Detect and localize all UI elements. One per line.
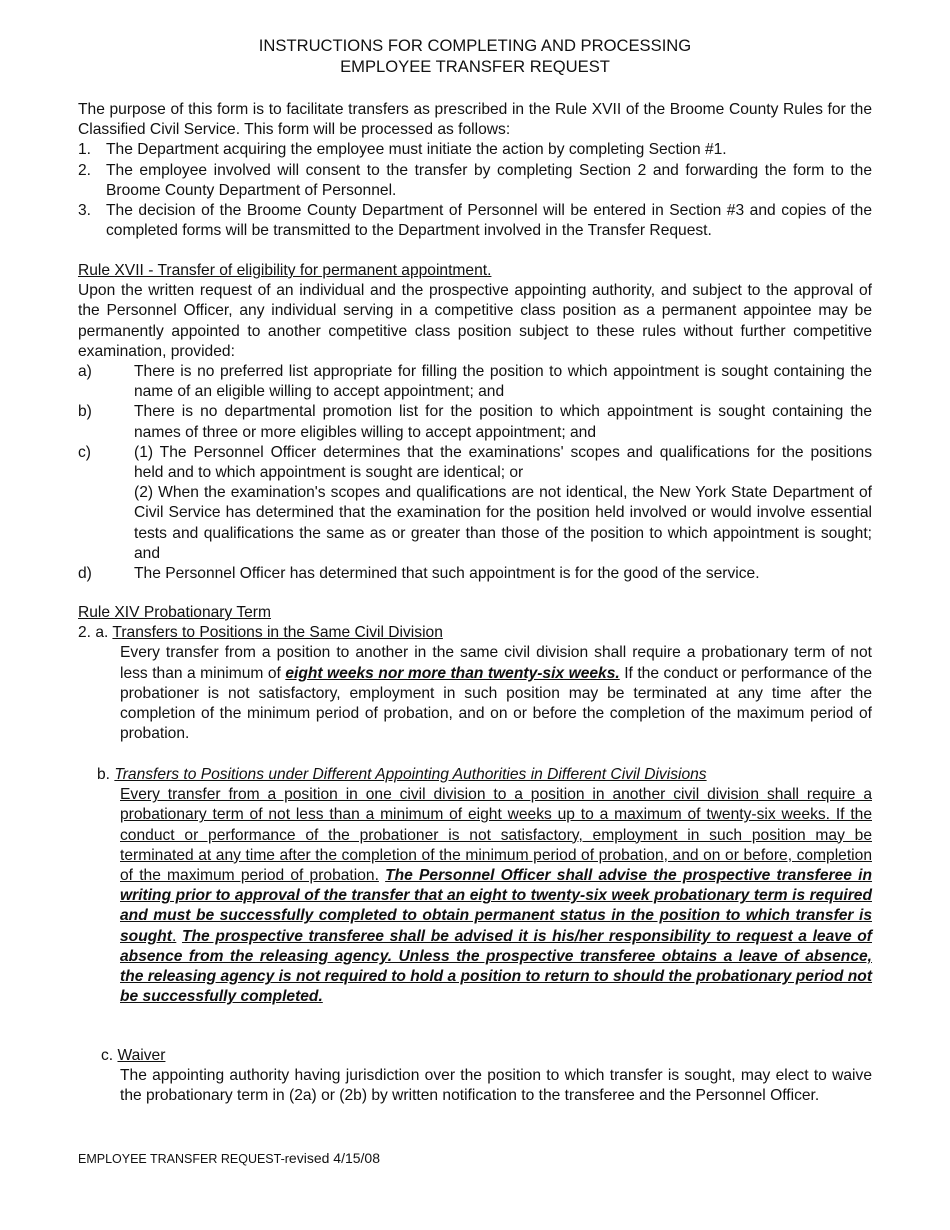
- step-1-number: 1.: [78, 141, 92, 159]
- subsection-2c-title: Waiver: [117, 1047, 166, 1064]
- rule-17-body: Upon the written request of an individual and the prospective appointing authority, and subject to the approval of the Personnel Officer, any individual serving in a competitive class position as a permanent appointee may be permanently appointed to another competitive class position subject to these rules without further competitive examination, provided:: [78, 282, 872, 360]
- subsection-2a-heading: [78, 623, 872, 643]
- step-3: [78, 201, 872, 241]
- subsection-2a-label: 2. a.: [78, 624, 109, 642]
- step-3-number: 3.: [78, 202, 92, 220]
- title-line-1: INSTRUCTIONS FOR COMPLETING AND PROCESSING: [258, 36, 692, 55]
- rule-17-heading: Rule XVII - Transfer of eligibility for permanent appointment.: [78, 262, 492, 279]
- subsection-2a-text-1: Every transfer from a position to another in the same civil division shall require a probationary term of not less than a minimum of: [120, 644, 872, 682]
- intro-section: [78, 100, 872, 241]
- title-line-2: EMPLOYEE TRANSFER REQUEST: [340, 56, 610, 76]
- subsection-2a-text-2: If the conduct or performance of the probationer is not satisfactory, employment in such position may be terminated at any time after the completion of the minimum period of probation, and on or before the completion of the maximum period of probation.: [120, 664, 873, 743]
- step-1-text: The Department acquiring the employee must initiate the action by completing Section #1.: [106, 141, 727, 159]
- subsection-2b-text: Every transfer from a position in one civil division to a position in another civil division shall require a probationary term of not less than a minimum of eight weeks up to a maximum of twenty-six weeks. If the conduct or performance of the probationer is not satisfactory, employment in such position may be terminated at any time after the completion of the minimum period of probation, and on or before, completion of the maximum period of probation.: [120, 786, 872, 885]
- item-a-label: a): [78, 363, 92, 381]
- document-title: [0, 36, 950, 77]
- subsection-2b-heading: [78, 765, 872, 785]
- intro-paragraph: The purpose of this form is to facilitate transfers as prescribed in the Rule XVII of the Broome County Rules for the Classified Civil Service. This form will be processed as follows:: [78, 101, 872, 139]
- footer: [78, 1148, 380, 1169]
- subsection-2b-emphasis-1: The Personnel Officer shall advise the prospective transferee in writing prior to approval of the transfer that an eight to twenty-six week probationary term is required and must be successfully completed to obtain permanent status in the position to which transfer is sought: [120, 867, 873, 945]
- item-b-label: b): [78, 403, 92, 421]
- rule-17-item-b: [78, 402, 872, 442]
- subsection-2a-emphasis: eight weeks nor more than twenty-six weeks.: [285, 664, 620, 682]
- step-3-text: The decision of the Broome County Department of Personnel will be entered in Section #3 and copies of the completed forms will be transmitted to the Department involved in the Transfer Request.: [106, 202, 872, 240]
- item-b-text: There is no departmental promotion list for the position to which appointment is sought containing the names of three or more eligibles willing to accept appointment; and: [134, 403, 872, 441]
- step-2: [78, 161, 872, 201]
- item-c1-text: (1) The Personnel Officer determines that the examinations' scopes and qualifications for the positions held and to which appointment is sought are identical; or: [134, 443, 872, 482]
- item-d-text: The Personnel Officer has determined that such appointment is for the good of the service.: [134, 565, 760, 583]
- subsection-2b-period: .: [171, 927, 177, 945]
- rule-17-item-d: [78, 564, 872, 584]
- subsection-2b-label: b.: [97, 766, 111, 783]
- step-2-number: 2.: [78, 161, 92, 179]
- subsection-2b-body: [78, 785, 872, 1007]
- rule-17-item-a: [78, 362, 872, 402]
- item-d-label: d): [78, 565, 92, 583]
- item-c2-text: (2) When the examination's scopes and qualifications are not identical, the New York State Department of Civil Service has determined that the examination for the position held involved or would involve essential tests and qualifications the same as or greater than those of the position to which appointment is sought; and: [134, 484, 872, 562]
- step-2-text: The employee involved will consent to the transfer by completing Section 2 and forwarding the form to the Broome County Department of Personnel.: [106, 161, 872, 199]
- subsection-2c: [78, 1046, 872, 1107]
- subsection-2c-heading: [78, 1046, 872, 1066]
- footer-version: evised 4/15/08: [288, 1150, 380, 1166]
- footer-form-name: EMPLOYEE TRANSFER REQUEST-r: [78, 1152, 289, 1166]
- rule-14-heading: Rule XIV Probationary Term: [78, 604, 271, 621]
- item-a-text: There is no preferred list appropriate for filling the position to which appointment is sought containing the name of an eligible willing to accept appointment; and: [134, 363, 872, 401]
- rule-17-item-c1: [78, 443, 872, 483]
- rule-17-item-c2: [78, 483, 872, 564]
- rule-14-section: [78, 603, 872, 744]
- subsection-2c-body: The appointing authority having jurisdiction over the position to which transfer is sought, may elect to waive the probationary term in (2a) or (2b) by written notification to the transferee and the Personnel Officer.: [120, 1067, 872, 1105]
- rule-17-section: [78, 261, 872, 584]
- subsection-2b-emphasis-2: The prospective transferee shall be advised it is his/her responsibility to request a leave of absence from the releasing agency. Unless the prospective transferee obtains a leave of absence, the releasing agency is not required to hold a position to return to should the probationary period not be successfully completed.: [120, 927, 873, 1006]
- subsection-2b: [78, 765, 872, 1007]
- subsection-2a-body: [78, 643, 872, 744]
- item-c-label: c): [78, 443, 91, 461]
- subsection-2a-title: Transfers to Positions in the Same Civil Division: [112, 624, 443, 642]
- step-1: [78, 140, 872, 160]
- subsection-2b-title: Transfers to Positions under Different Appointing Authorities in Different Civil Divisions: [114, 766, 707, 783]
- subsection-2c-label: c.: [101, 1047, 114, 1064]
